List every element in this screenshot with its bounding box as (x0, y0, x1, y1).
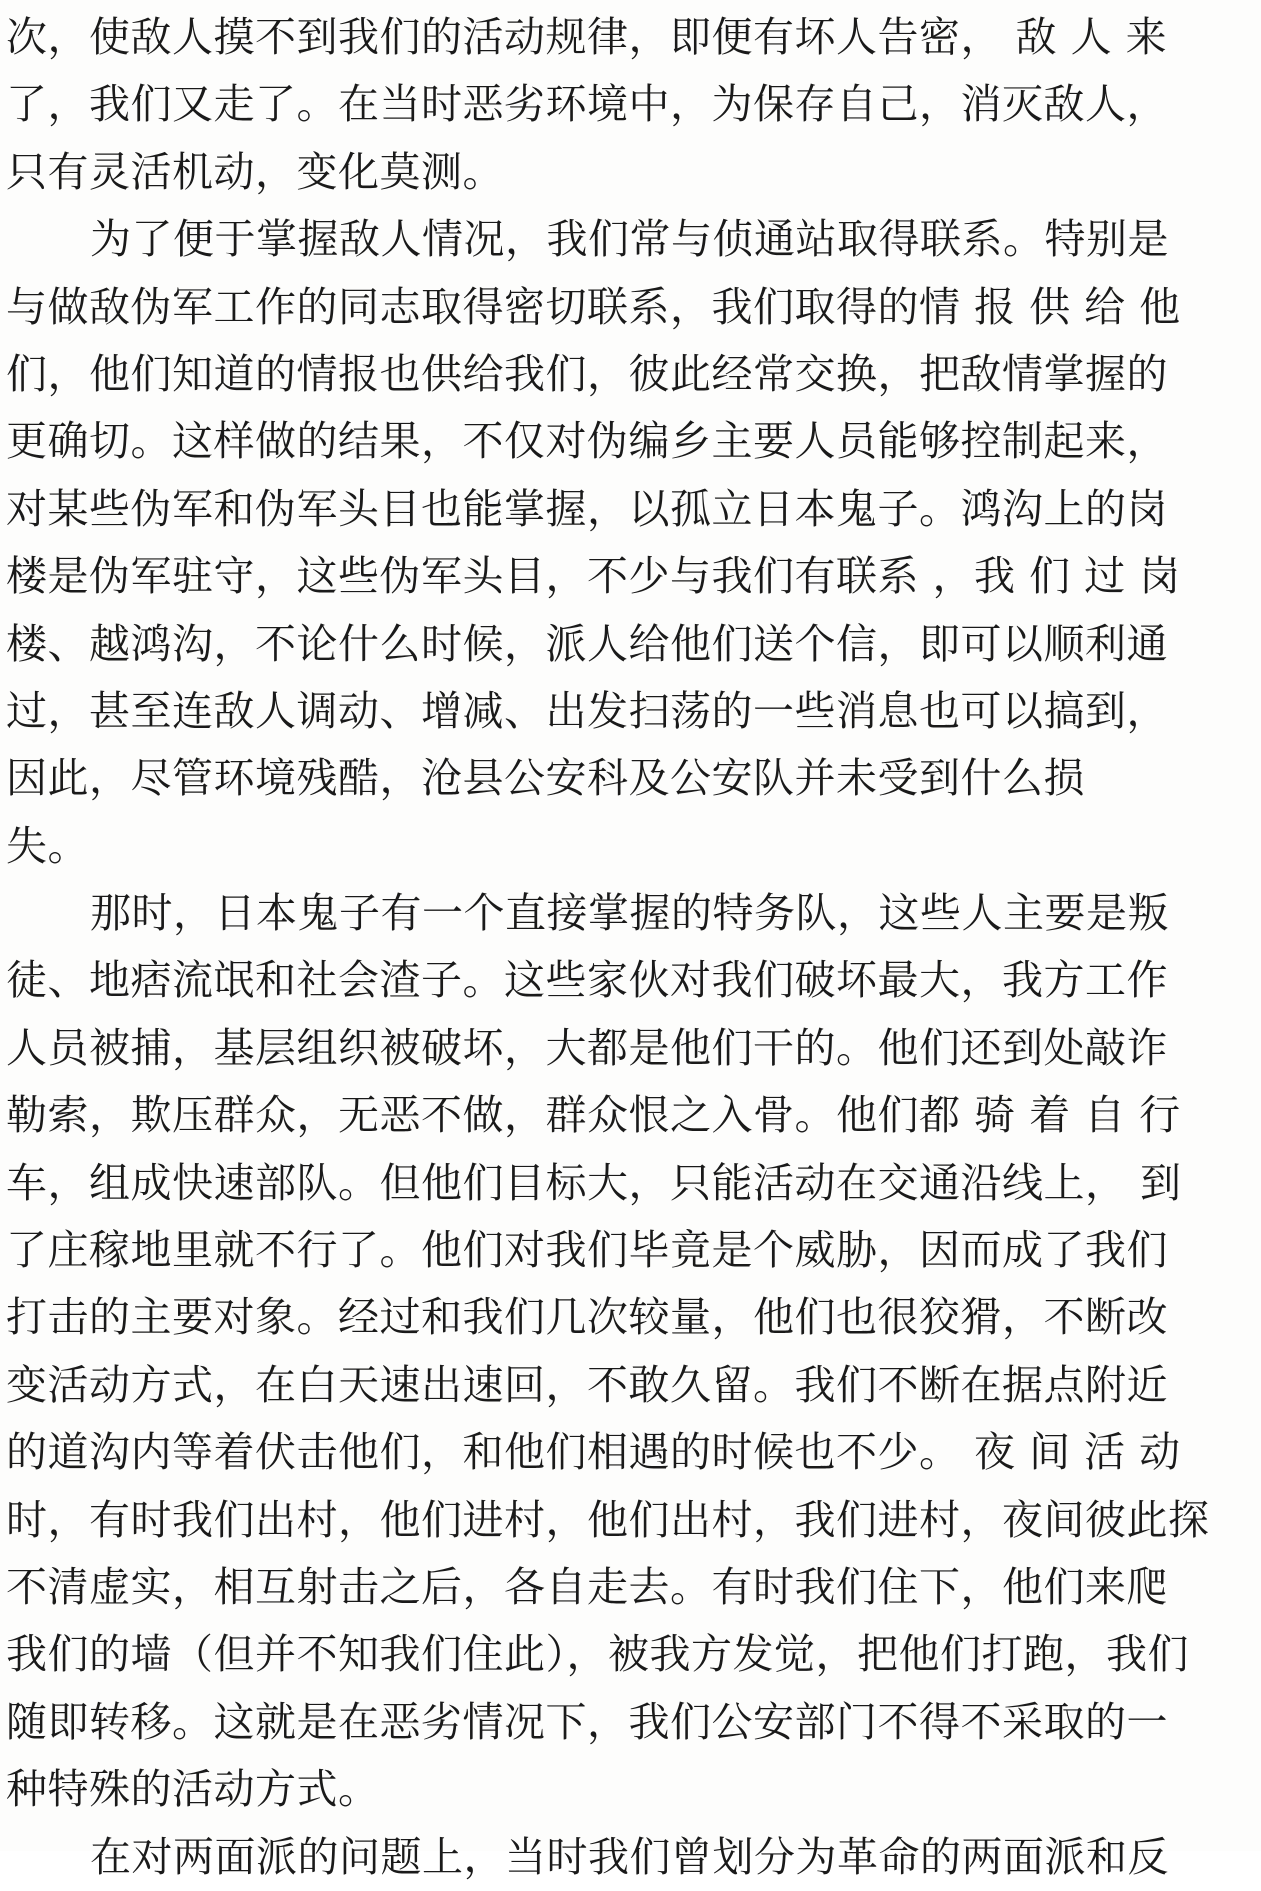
text-line: 楼是伪军驻守，这些伪军头目，不少与我们有联系 ，我 们 过 岗 (6, 552, 1181, 601)
text-line: 时，有时我们出村，他们进村，他们出村，我们进村，夜间彼此探 (6, 1495, 1210, 1544)
text-line: 对某些伪军和伪军头目也能掌握，以孤立日本鬼子。鸿沟上的岗 (6, 484, 1168, 533)
text-line: 的道沟内等着伏击他们，和他们相遇的时候也不少。 夜 间 活 动 (6, 1428, 1181, 1477)
text-line: 过，甚至连敌人调动、增减、出发扫荡的一些消息也可以搞到， (6, 686, 1168, 735)
body-text (6, 4, 1246, 1891)
text-line: 变活动方式，在白天速出速回，不敢久留。我们不断在据点附近 (6, 1360, 1168, 1409)
text-line: 次，使敌人摸不到我们的活动规律，即便有坏人告密， 敌 人 来 (6, 13, 1168, 61)
text-line: 了，我们又走了。在当时恶劣环境中，为保存自己，消灭敌人， (6, 80, 1168, 129)
text-line: 打击的主要对象。经过和我们几次较量，他们也很狡猾，不断改 (6, 1293, 1168, 1342)
text-line: 与做敌伪军工作的同志取得密切联系，我们取得的情 报 供 给 他 (6, 282, 1181, 331)
text-line: 楼、越鸿沟，不论什么时候，派人给他们送个信，即可以顺利通 (6, 619, 1168, 668)
text-line: 们，他们知道的情报也供给我们，彼此经常交换，把敌情掌握的 (6, 349, 1168, 398)
text-line: 了庄稼地里就不行了。他们对我们毕竟是个威胁，因而成了我们 (6, 1226, 1168, 1275)
text-line: 更确切。这样做的结果，不仅对伪编乡主要人员能够控制起来， (6, 417, 1168, 466)
text-line: 不清虚实，相互射击之后，各自走去。有时我们住下，他们来爬 (6, 1562, 1168, 1611)
text-line: 勒索，欺压群众，无恶不做，群众恨之入骨。他们都 骑 着 自 行 (6, 1091, 1181, 1140)
text-line: 我们的墙（但并不知我们住此），被我方发觉，把他们打跑，我们 (6, 1630, 1189, 1679)
text-line: 人员被捕，基层组织被破坏，大都是他们干的。他们还到处敲诈 (6, 1023, 1168, 1072)
text-line: 车，组成快速部队。但他们目标大，只能活动在交通沿线上， 到 (6, 1158, 1182, 1207)
text-line: 那时，日本鬼子有一个直接掌握的特务队，这些人主要是叛 (90, 889, 1169, 938)
text-line: 为了便于掌握敌人情况，我们常与侦通站取得联系。特别是 (90, 215, 1169, 264)
text-line: 随即转移。这就是在恶劣情况下，我们公安部门不得不采取的一 (6, 1697, 1168, 1746)
text-line: 徒、地痞流氓和社会渣子。这些家伙对我们破坏最大，我方工作 (6, 956, 1168, 1005)
text-line: 在对两面派的问题上，当时我们曾划分为革命的两面派和反 (90, 1832, 1169, 1881)
text-line: 种特殊的活动方式。 (6, 1765, 380, 1814)
text-line: 因此，尽管环境残酷，沧县公安科及公安队并未受到什么损 (6, 754, 1085, 803)
text-line: 只有灵活机动，变化莫测。 (6, 147, 504, 196)
text-line: 失。 (6, 821, 89, 870)
